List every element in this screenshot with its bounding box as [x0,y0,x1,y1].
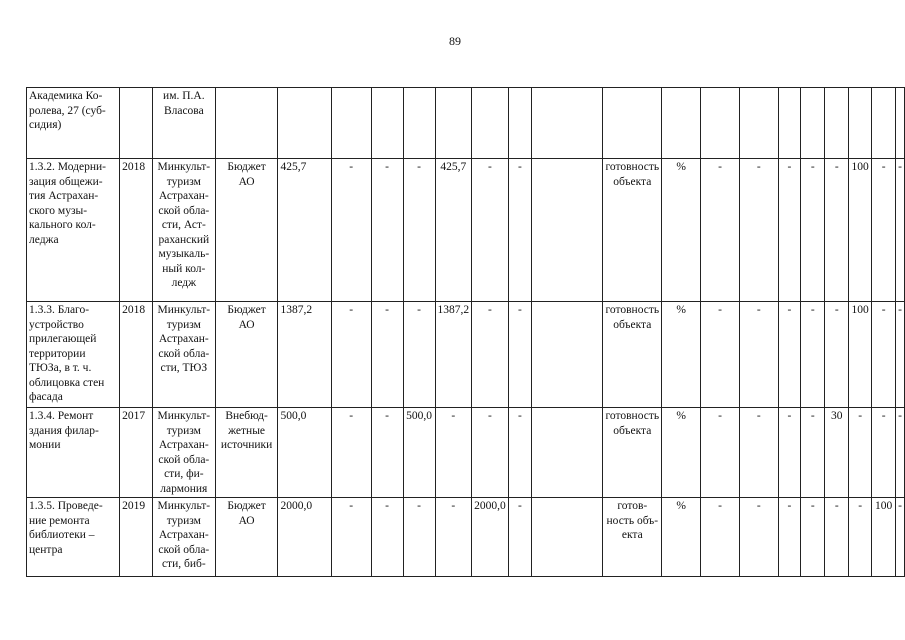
target-value-cell [896,88,905,159]
year-amount-cell: - [371,408,403,498]
target-value-cell: - [872,159,896,302]
year-amount-cell: - [472,159,509,302]
target-value-cell: - [872,302,896,408]
executor-cell-line: ской обла- [158,347,210,360]
year-amount-cell: - [472,408,509,498]
year-amount-cell: - [331,159,371,302]
indicator-cell-line: объекта [613,175,652,188]
executor-cell-line: ской обла- [158,204,210,217]
year-amount-cell: - [371,159,403,302]
indicator-cell [603,302,662,408]
executor-cell-line: ской обла- [158,453,210,466]
year-amount-cell: - [331,302,371,408]
target-value-cell: - [801,302,825,408]
executor-cell [152,498,215,577]
target-value-cell: - [701,408,740,498]
year-amount-cell [403,88,435,159]
target-value-cell: - [801,159,825,302]
year-cell: 2017 [120,408,153,498]
target-value-cell: - [801,408,825,498]
target-value-cell: - [701,302,740,408]
executor-cell-line: ской обла- [158,543,210,556]
year-cell: 2018 [120,159,153,302]
target-value-cell [872,88,896,159]
total-amount-cell: 1387,2 [278,302,331,408]
activity-name-cell [27,408,120,498]
year-cell: 2018 [120,302,153,408]
indicator-cell-line: объекта [613,424,652,437]
executor-cell-line: туризм [166,514,201,527]
indicator-cell-line: готов- [617,500,648,512]
indicator-cell [603,498,662,577]
funding-source-cell [215,88,278,159]
funding-source-cell [215,408,278,498]
year-amount-cell [532,159,603,302]
target-value-cell: - [896,159,905,302]
activity-name-cell-line: здания филар- [29,424,99,437]
activity-name-cell-line: устройство [29,318,84,331]
funding-source-cell-line: АО [238,318,255,331]
target-value-cell: - [849,408,872,498]
target-value-cell: - [825,159,849,302]
funding-source-cell-line: Бюджет [227,161,266,173]
target-value-cell: 100 [849,159,872,302]
funding-source-cell-line: источники [220,439,273,451]
year-amount-cell: - [435,408,472,498]
year-amount-cell [371,88,403,159]
year-amount-cell [532,408,603,498]
target-value-cell [801,88,825,159]
target-value-cell: - [896,408,905,498]
year-amount-cell: - [403,498,435,577]
year-amount-cell [508,88,531,159]
total-amount-cell: 500,0 [278,408,331,498]
executor-cell-line: сти, биб- [161,558,206,570]
target-value-cell [778,88,800,159]
funding-source-cell [215,498,278,577]
activity-name-cell-line: прилегающей [29,333,97,345]
target-value-cell: - [701,498,740,577]
activity-name-cell-line: фасада [29,391,63,403]
funding-source-cell-line: АО [238,175,255,188]
year-amount-cell: - [371,498,403,577]
target-value-cell: - [739,498,778,577]
activity-name-cell-line: Академика Ко- [29,90,103,102]
executor-cell [152,88,215,159]
table-row [27,159,905,302]
executor-cell-line: Астрахан- [158,333,209,345]
year-amount-cell: - [508,498,531,577]
program-table [26,87,905,577]
funding-source-cell-line: жетные [228,424,266,437]
activity-name-cell-line: 1.3.2. Модерни- [29,161,106,173]
activity-name-cell [27,88,120,159]
indicator-cell-line: ность объ- [606,514,659,527]
target-value-cell [849,88,872,159]
executor-cell-line: лармония [160,482,208,495]
table-row [27,498,905,577]
activity-name-cell-line: тия Астрахан- [29,190,99,202]
activity-name-cell-line: сидия) [29,119,62,131]
year-amount-cell: - [371,302,403,408]
activity-name-cell-line: облицовка стен [29,376,105,389]
executor-cell-line: Минкульт- [157,500,211,512]
target-value-cell: - [778,302,800,408]
activity-name-cell-line: ского музы- [29,204,88,217]
table-row [27,302,905,408]
year-amount-cell: - [508,302,531,408]
year-amount-cell: - [331,498,371,577]
executor-cell-line: Астрахан- [158,190,209,202]
activity-name-cell [27,498,120,577]
indicator-cell-line: готовность [605,410,660,422]
executor-cell-line: туризм [166,424,201,437]
executor-cell-line: музыкаль- [158,248,210,260]
year-cell: 2019 [120,498,153,577]
year-amount-cell [331,88,371,159]
target-value-cell: - [739,159,778,302]
target-value-cell: - [896,302,905,408]
year-amount-cell [435,88,472,159]
table-row [27,88,905,159]
total-amount-cell: 2000,0 [278,498,331,577]
executor-cell [152,408,215,498]
target-value-cell: - [825,302,849,408]
executor-cell-line: сти, ТЮЗ [160,362,208,374]
activity-name-cell-line: кального кол- [29,219,96,231]
indicator-cell-line: готовность [605,304,660,316]
activity-name-cell-line: 1.3.3. Благо- [29,304,90,316]
target-value-cell: - [739,408,778,498]
funding-source-cell [215,302,278,408]
target-value-cell [701,88,740,159]
executor-cell-line: Астрахан- [158,529,209,541]
year-amount-cell [472,88,509,159]
executor-cell-line: Минкульт- [157,304,211,316]
activity-name-cell-line: ТЮЗа, в т. ч. [29,362,92,374]
total-amount-cell: 425,7 [278,159,331,302]
target-value-cell: - [701,159,740,302]
unit-cell [662,88,701,159]
executor-cell [152,159,215,302]
activity-name-cell-line: монии [29,439,61,451]
funding-source-cell-line: Бюджет [227,304,266,316]
year-cell [120,88,153,159]
indicator-cell-line: екта [621,529,643,541]
target-value-cell: - [778,408,800,498]
target-value-cell: 30 [825,408,849,498]
activity-name-cell-line: леджа [29,233,59,246]
funding-source-cell-line: АО [238,514,255,527]
target-value-cell: - [872,408,896,498]
funding-source-cell [215,159,278,302]
funding-source-cell-line: Бюджет [227,500,266,512]
activity-name-cell-line: 1.3.5. Проведе- [29,500,103,512]
executor-cell-line: Минкульт- [157,410,211,422]
executor-cell-line: им. П.А. [163,90,205,102]
executor-cell-line: ледж [171,277,197,289]
executor-cell-line: сти, фи- [164,468,204,480]
unit-cell: % [662,159,701,302]
funding-source-cell-line: Внебюд- [225,410,268,422]
executor-cell-line: Астрахан- [158,439,209,451]
target-value-cell: - [825,498,849,577]
year-amount-cell: - [403,159,435,302]
indicator-cell [603,159,662,302]
year-amount-cell: 500,0 [403,408,435,498]
indicator-cell-line: готовность [605,161,660,173]
year-amount-cell: 2000,0 [472,498,509,577]
executor-cell-line: ный кол- [162,262,206,275]
target-value-cell: - [801,498,825,577]
table-row [27,408,905,498]
activity-name-cell-line: зация общежи- [29,175,103,188]
activity-name-cell-line: центра [29,543,63,556]
activity-name-cell [27,302,120,408]
executor-cell-line: туризм [166,175,201,188]
year-amount-cell: - [472,302,509,408]
year-amount-cell: - [331,408,371,498]
activity-name-cell-line: 1.3.4. Ремонт [29,410,94,422]
year-amount-cell: - [508,408,531,498]
target-value-cell: - [739,302,778,408]
activity-name-cell [27,159,120,302]
executor-cell-line: Власова [163,104,204,117]
year-amount-cell: 425,7 [435,159,472,302]
year-amount-cell: - [435,498,472,577]
activity-name-cell-line: ролева, 27 (суб- [29,104,106,117]
executor-cell-line: туризм [166,318,201,331]
indicator-cell [603,88,662,159]
year-amount-cell: - [508,159,531,302]
unit-cell: % [662,408,701,498]
target-value-cell: 100 [849,302,872,408]
executor-cell-line: Минкульт- [157,161,211,173]
target-value-cell: - [896,498,905,577]
executor-cell-line: раханский [158,233,210,246]
year-amount-cell [532,88,603,159]
target-value-cell: - [849,498,872,577]
unit-cell: % [662,302,701,408]
target-value-cell [825,88,849,159]
page-number: 89 [449,34,461,48]
unit-cell: % [662,498,701,577]
year-amount-cell [532,498,603,577]
total-amount-cell [278,88,331,159]
target-value-cell [739,88,778,159]
target-value-cell: 100 [872,498,896,577]
indicator-cell-line: объекта [613,318,652,331]
activity-name-cell-line: ние ремонта [29,514,90,527]
target-value-cell: - [778,498,800,577]
indicator-cell [603,408,662,498]
activity-name-cell-line: территории [29,347,86,360]
activity-name-cell-line: библиотеки – [29,529,95,541]
year-amount-cell [532,302,603,408]
executor-cell [152,302,215,408]
target-value-cell: - [778,159,800,302]
executor-cell-line: сти, Аст- [161,219,206,231]
year-amount-cell: - [403,302,435,408]
year-amount-cell: 1387,2 [435,302,472,408]
